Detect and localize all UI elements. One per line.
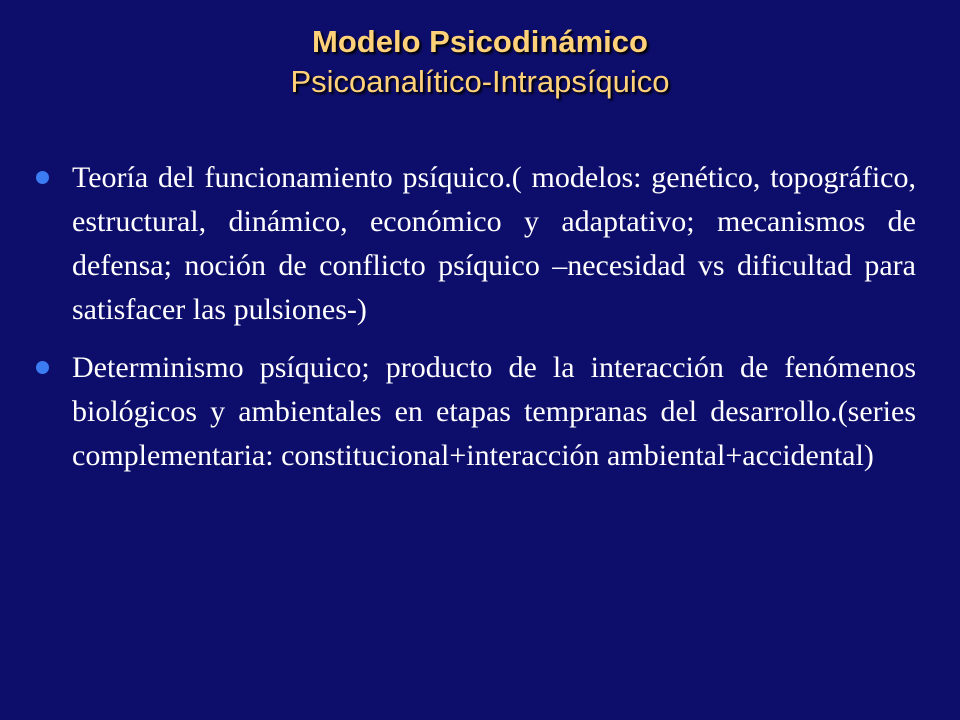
bullet-dot-icon [36,171,49,184]
bullet-text: Determinismo psíquico; producto de la interacción de fenómenos biológicos y ambientales en etapas tempranas del desarrollo.(series complementaria: constitucional+interacción ambiental+accidental) [72,351,916,472]
list-item [36,156,916,332]
bullet-list [36,156,916,492]
bullet-text: Teoría del funcionamiento psíquico.( modelos: genético, topográfico, estructural, dinámico, económico y adaptativo; mecanismos de defensa; noción de conflicto psíquico –necesidad vs dificultad para satisfacer las pulsiones-) [72,161,916,326]
list-item [36,346,916,478]
slide-title: Modelo Psicodinámico [312,24,648,59]
title-block [0,22,960,102]
slide-subtitle: Psicoanalítico-Intrapsíquico [290,64,670,99]
bullet-dot-icon [36,361,49,374]
